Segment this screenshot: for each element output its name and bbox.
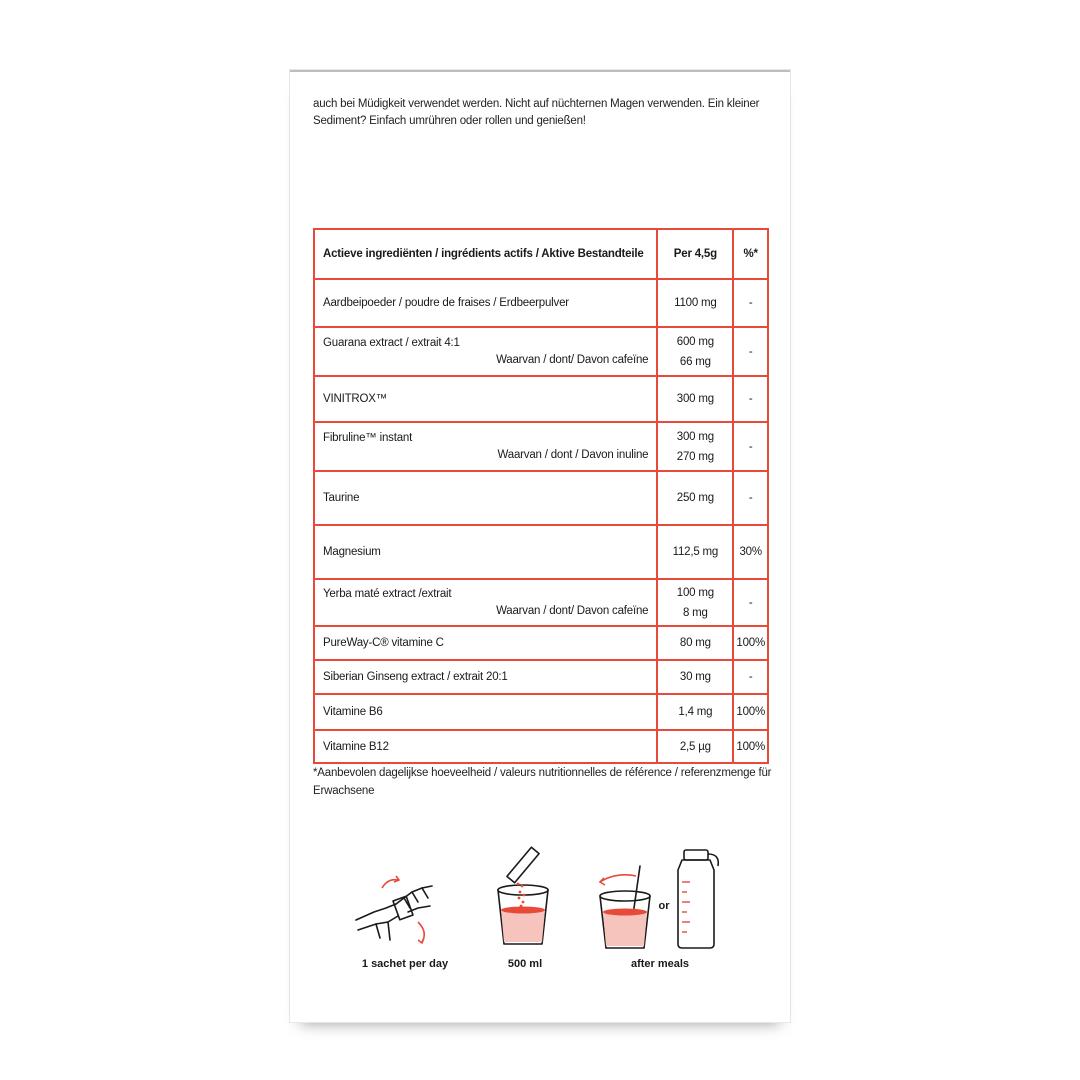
glass-pour-icon (492, 840, 562, 950)
reference-footnote: *Aanbevolen dagelijkse hoeveelheid / valeurs nutritionnelles de référence / referenzmenge für Erwachsene (313, 767, 772, 797)
header-per-serving: Per 4,5g (657, 229, 733, 279)
row-amount: 600 mg (676, 335, 714, 348)
hands-opening-sachet-icon (352, 868, 442, 948)
nutrition-table (313, 228, 769, 764)
table-row (314, 660, 768, 694)
table-row (314, 626, 768, 660)
table-row (314, 422, 768, 471)
row-amount: 300 mg (676, 430, 714, 443)
header-ingredient: Actieve ingrediënten / ingrédients actifs / Aktive Bestandteile (314, 229, 657, 279)
row-name: Yerba maté extract /extrait (323, 588, 452, 600)
header-percent: %* (733, 229, 768, 279)
table-row (314, 730, 768, 763)
table-row (314, 694, 768, 730)
row-name: Fibruline™ instant (323, 432, 413, 444)
row-percent: - (733, 660, 768, 694)
row-name: Aardbeipoeder / poudre de fraises / Erdbeerpulver (323, 297, 569, 309)
row-amount: 2,5 µg (657, 730, 733, 763)
or-label: or (658, 900, 670, 912)
usage-instructions-text: auch bei Müdigkeit verwendet werden. Nicht auf nüchternen Magen verwenden. Ein kleiner Sediment? Einfach umrühren oder rollen und genießen! (313, 98, 760, 127)
row-amount: 112,5 mg (657, 525, 733, 579)
row-name: Guarana extract / extrait 4:1 (323, 337, 460, 349)
row-amount-sub: 8 mg (682, 606, 708, 619)
row-sub: Waarvan / dont/ Davon cafeïne (496, 354, 649, 366)
table-row (314, 327, 768, 376)
table-header-row (314, 229, 768, 279)
row-amount-sub: 270 mg (676, 450, 714, 463)
step1-caption: 1 sachet per day (361, 958, 449, 970)
panel-top-edge (290, 70, 790, 72)
stirring-glass-icon (596, 862, 660, 952)
row-percent: - (733, 279, 768, 327)
row-amount: 80 mg (657, 626, 733, 660)
row-amount: 300 mg (657, 376, 733, 422)
row-sub: Waarvan / dont / Davon inuline (497, 449, 649, 461)
shaker-bottle-icon (674, 846, 724, 950)
row-percent: - (733, 422, 768, 471)
row-amount: 1,4 mg (657, 694, 733, 730)
row-percent: - (733, 327, 768, 376)
row-percent: 100% (733, 626, 768, 660)
table-row (314, 376, 768, 422)
row-name: Siberian Ginseng extract / extrait 20:1 (323, 671, 508, 683)
row-name: VINITROX™ (323, 393, 388, 405)
row-percent: 30% (733, 525, 768, 579)
step2-caption: 500 ml (507, 958, 543, 970)
row-name: PureWay-C® vitamine C (323, 637, 444, 649)
table-row (314, 579, 768, 626)
table-row (314, 525, 768, 579)
row-name: Vitamine B6 (323, 706, 383, 718)
step3-caption: after meals (630, 958, 690, 970)
row-amount: 30 mg (657, 660, 733, 694)
row-sub: Waarvan / dont/ Davon cafeïne (496, 605, 649, 617)
row-amount: 1100 mg (657, 279, 733, 327)
row-amount-sub: 66 mg (679, 355, 711, 368)
row-percent: 100% (733, 694, 768, 730)
table-row (314, 471, 768, 525)
row-percent: - (733, 471, 768, 525)
row-percent: 100% (733, 730, 768, 763)
table-row (314, 279, 768, 327)
row-name: Taurine (323, 492, 360, 504)
row-percent: - (733, 376, 768, 422)
row-amount: 100 mg (676, 586, 714, 599)
row-amount: 250 mg (657, 471, 733, 525)
row-percent: - (733, 579, 768, 626)
row-name: Vitamine B12 (323, 740, 389, 753)
row-name: Magnesium (323, 546, 381, 558)
